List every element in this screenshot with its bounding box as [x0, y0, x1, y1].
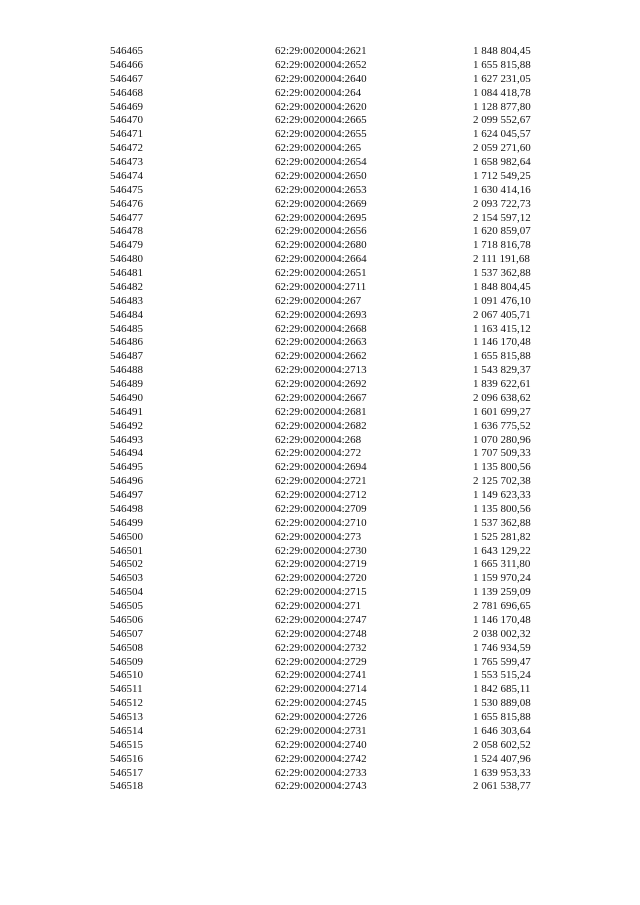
cadastral-value-table [0, 45, 640, 794]
table-row [0, 642, 640, 656]
cadastral-value: 2 154 597,12 [473, 211, 531, 224]
table-row [0, 739, 640, 753]
table-row [0, 295, 640, 309]
cadastral-number: 62:29:0020004:2712 [275, 489, 367, 501]
cadastral-number: 62:29:0020004:2741 [275, 669, 367, 682]
row-number: 546510 [110, 669, 143, 682]
cadastral-number: 62:29:0020004:272 [275, 447, 362, 460]
row-number: 546477 [110, 211, 143, 224]
row-number: 546514 [110, 724, 143, 737]
cadastral-value: 1 553 515,24 [473, 669, 531, 682]
cadastral-number: 62:29:0020004:2693 [275, 308, 367, 321]
table-row [0, 517, 640, 531]
table-row [0, 475, 640, 489]
row-number: 546479 [110, 239, 143, 252]
cadastral-number: 62:29:0020004:268 [275, 433, 362, 446]
row-number: 546480 [110, 253, 143, 266]
cadastral-value: 1 765 599,47 [473, 655, 531, 668]
cadastral-number: 62:29:0020004:265 [275, 142, 362, 155]
table-row [0, 586, 640, 600]
cadastral-value: 2 067 405,71 [473, 308, 531, 321]
row-number: 546496 [110, 475, 143, 488]
cadastral-number: 62:29:0020004:2655 [275, 128, 367, 141]
cadastral-number: 62:29:0020004:2653 [275, 183, 367, 196]
cadastral-value: 1 655 815,88 [473, 711, 531, 723]
cadastral-number: 62:29:0020004:2729 [275, 655, 367, 668]
cadastral-value: 1 746 934,59 [473, 641, 531, 654]
cadastral-number: 62:29:0020004:2695 [275, 211, 367, 224]
table-row [0, 87, 640, 101]
cadastral-number: 62:29:0020004:2720 [275, 572, 367, 585]
cadastral-number: 62:29:0020004:2743 [275, 780, 367, 793]
table-row [0, 669, 640, 683]
cadastral-value: 1 630 414,16 [473, 183, 531, 196]
cadastral-number: 62:29:0020004:2665 [275, 114, 367, 127]
cadastral-number: 62:29:0020004:2620 [275, 100, 367, 113]
row-number: 546495 [110, 461, 143, 474]
cadastral-value: 2 058 602,52 [473, 738, 531, 751]
row-number: 546518 [110, 780, 143, 793]
row-number: 546502 [110, 558, 143, 571]
cadastral-value: 1 655 815,88 [473, 350, 531, 363]
table-row [0, 73, 640, 87]
table-row [0, 309, 640, 323]
row-number: 546466 [110, 58, 143, 71]
row-number: 546468 [110, 86, 143, 99]
row-number: 546517 [110, 766, 143, 779]
row-number: 546505 [110, 600, 143, 612]
row-number: 546498 [110, 502, 143, 515]
cadastral-number: 62:29:0020004:2654 [275, 156, 367, 168]
table-row [0, 323, 640, 337]
cadastral-value: 1 646 303,64 [473, 724, 531, 737]
table-row [0, 767, 640, 781]
cadastral-number: 62:29:0020004:2711 [275, 280, 367, 293]
cadastral-value: 1 848 804,45 [473, 280, 531, 293]
table-row [0, 600, 640, 614]
cadastral-value: 1 707 509,33 [473, 447, 531, 460]
table-row [0, 239, 640, 253]
row-number: 546501 [110, 544, 143, 557]
cadastral-value: 1 655 815,88 [473, 58, 531, 71]
cadastral-value: 1 159 970,24 [473, 572, 531, 585]
row-number: 546508 [110, 641, 143, 654]
table-row [0, 434, 640, 448]
cadastral-value: 2 093 722,73 [473, 197, 531, 210]
table-row [0, 212, 640, 226]
cadastral-value: 1 149 623,33 [473, 489, 531, 501]
row-number: 546492 [110, 419, 143, 432]
cadastral-number: 62:29:0020004:2652 [275, 58, 367, 71]
cadastral-number: 62:29:0020004:2721 [275, 475, 367, 488]
table-row [0, 628, 640, 642]
table-row [0, 558, 640, 572]
cadastral-value: 1 084 418,78 [473, 86, 531, 99]
cadastral-value: 1 139 259,09 [473, 586, 531, 599]
row-number: 546469 [110, 100, 143, 113]
cadastral-value: 2 061 538,77 [473, 780, 531, 793]
cadastral-value: 2 096 638,62 [473, 391, 531, 404]
cadastral-number: 62:29:0020004:2669 [275, 197, 367, 210]
cadastral-number: 62:29:0020004:2680 [275, 239, 367, 252]
table-row [0, 420, 640, 434]
row-number: 546483 [110, 294, 143, 307]
cadastral-value: 1 537 362,88 [473, 516, 531, 529]
cadastral-number: 62:29:0020004:2662 [275, 350, 367, 363]
cadastral-number: 62:29:0020004:2740 [275, 738, 367, 751]
row-number: 546474 [110, 169, 143, 182]
cadastral-number: 62:29:0020004:2745 [275, 697, 367, 710]
table-row [0, 711, 640, 725]
row-number: 546511 [110, 683, 143, 696]
row-number: 546475 [110, 183, 143, 196]
table-row [0, 461, 640, 475]
row-number: 546503 [110, 572, 143, 585]
row-number: 546499 [110, 516, 143, 529]
table-row [0, 753, 640, 767]
row-number: 546467 [110, 72, 143, 85]
table-row [0, 656, 640, 670]
cadastral-value: 1 665 311,80 [473, 558, 531, 571]
row-number: 546470 [110, 114, 143, 127]
row-number: 546500 [110, 530, 143, 543]
cadastral-number: 62:29:0020004:2640 [275, 72, 367, 85]
row-number: 546493 [110, 433, 143, 446]
cadastral-value: 2 038 002,32 [473, 627, 531, 640]
cadastral-value: 2 781 696,65 [473, 600, 531, 612]
cadastral-value: 1 135 800,56 [473, 502, 531, 515]
table-row [0, 392, 640, 406]
cadastral-number: 62:29:0020004:271 [275, 600, 362, 612]
row-number: 546481 [110, 267, 143, 279]
cadastral-value: 2 099 552,67 [473, 114, 531, 127]
cadastral-value: 1 643 129,22 [473, 544, 531, 557]
row-number: 546491 [110, 405, 143, 418]
cadastral-number: 62:29:0020004:2731 [275, 724, 367, 737]
cadastral-value: 1 530 889,08 [473, 697, 531, 710]
table-row [0, 128, 640, 142]
row-number: 546494 [110, 447, 143, 460]
table-row [0, 503, 640, 517]
table-row [0, 142, 640, 156]
cadastral-value: 1 524 407,96 [473, 752, 531, 765]
row-number: 546465 [110, 45, 143, 57]
row-number: 546506 [110, 613, 143, 626]
row-number: 546486 [110, 336, 143, 349]
cadastral-value: 2 059 271,60 [473, 142, 531, 155]
table-row [0, 114, 640, 128]
row-number: 546482 [110, 280, 143, 293]
cadastral-number: 62:29:0020004:2715 [275, 586, 367, 599]
cadastral-value: 1 712 549,25 [473, 169, 531, 182]
cadastral-value: 1 848 804,45 [473, 45, 531, 57]
table-row [0, 59, 640, 73]
row-number: 546497 [110, 489, 143, 501]
table-row [0, 198, 640, 212]
cadastral-number: 62:29:0020004:2692 [275, 378, 367, 390]
cadastral-number: 62:29:0020004:264 [275, 86, 362, 99]
cadastral-number: 62:29:0020004:2710 [275, 516, 367, 529]
cadastral-number: 62:29:0020004:2713 [275, 364, 367, 377]
row-number: 546487 [110, 350, 143, 363]
cadastral-number: 62:29:0020004:273 [275, 530, 362, 543]
cadastral-value: 1 658 982,64 [473, 156, 531, 168]
cadastral-number: 62:29:0020004:2656 [275, 225, 367, 238]
row-number: 546473 [110, 156, 143, 168]
row-number: 546485 [110, 322, 143, 335]
row-number: 546507 [110, 627, 143, 640]
row-number: 546512 [110, 697, 143, 710]
cadastral-value: 1 525 281,82 [473, 530, 531, 543]
table-row [0, 447, 640, 461]
cadastral-number: 62:29:0020004:2681 [275, 405, 367, 418]
row-number: 546471 [110, 128, 143, 141]
table-row [0, 545, 640, 559]
row-number: 546488 [110, 364, 143, 377]
cadastral-value: 2 125 702,38 [473, 475, 531, 488]
cadastral-value: 1 627 231,05 [473, 72, 531, 85]
table-row [0, 683, 640, 697]
cadastral-value: 1 146 170,48 [473, 613, 531, 626]
cadastral-value: 1 842 685,11 [473, 683, 531, 696]
cadastral-value: 1 620 859,07 [473, 225, 531, 238]
cadastral-number: 62:29:0020004:2694 [275, 461, 367, 474]
cadastral-value: 1 543 829,37 [473, 364, 531, 377]
cadastral-value: 1 537 362,88 [473, 267, 531, 279]
table-row [0, 572, 640, 586]
table-row [0, 45, 640, 59]
cadastral-value: 1 091 476,10 [473, 294, 531, 307]
cadastral-number: 62:29:0020004:267 [275, 294, 362, 307]
cadastral-value: 1 639 953,33 [473, 766, 531, 779]
table-row [0, 350, 640, 364]
cadastral-number: 62:29:0020004:2651 [275, 267, 367, 279]
cadastral-value: 1 718 816,78 [473, 239, 531, 252]
table-row [0, 531, 640, 545]
cadastral-number: 62:29:0020004:2668 [275, 322, 367, 335]
cadastral-value: 1 839 622,61 [473, 378, 531, 390]
table-row [0, 267, 640, 281]
cadastral-value: 1 135 800,56 [473, 461, 531, 474]
row-number: 546472 [110, 142, 143, 155]
table-row [0, 156, 640, 170]
cadastral-number: 62:29:0020004:2742 [275, 752, 367, 765]
cadastral-number: 62:29:0020004:2650 [275, 169, 367, 182]
cadastral-number: 62:29:0020004:2667 [275, 391, 367, 404]
table-row [0, 281, 640, 295]
cadastral-number: 62:29:0020004:2714 [275, 683, 367, 696]
cadastral-number: 62:29:0020004:2726 [275, 711, 367, 723]
table-row [0, 225, 640, 239]
cadastral-value: 1 128 877,80 [473, 100, 531, 113]
table-row [0, 170, 640, 184]
table-row [0, 614, 640, 628]
cadastral-value: 1 601 699,27 [473, 405, 531, 418]
table-row [0, 725, 640, 739]
cadastral-value: 1 070 280,96 [473, 433, 531, 446]
cadastral-number: 62:29:0020004:2719 [275, 558, 367, 571]
row-number: 546484 [110, 308, 143, 321]
row-number: 546504 [110, 586, 143, 599]
table-row [0, 489, 640, 503]
row-number: 546516 [110, 752, 143, 765]
cadastral-number: 62:29:0020004:2733 [275, 766, 367, 779]
cadastral-number: 62:29:0020004:2682 [275, 419, 367, 432]
table-row [0, 184, 640, 198]
cadastral-value: 1 636 775,52 [473, 419, 531, 432]
table-row [0, 364, 640, 378]
cadastral-number: 62:29:0020004:2748 [275, 627, 367, 640]
table-row [0, 697, 640, 711]
cadastral-value: 1 163 415,12 [473, 322, 531, 335]
cadastral-number: 62:29:0020004:2730 [275, 544, 367, 557]
cadastral-number: 62:29:0020004:2621 [275, 45, 367, 57]
cadastral-value: 1 146 170,48 [473, 336, 531, 349]
cadastral-number: 62:29:0020004:2663 [275, 336, 367, 349]
row-number: 546490 [110, 391, 143, 404]
row-number: 546513 [110, 711, 143, 723]
cadastral-number: 62:29:0020004:2664 [275, 253, 367, 266]
cadastral-number: 62:29:0020004:2709 [275, 502, 367, 515]
table-row [0, 406, 640, 420]
row-number: 546489 [110, 378, 143, 390]
table-row [0, 336, 640, 350]
cadastral-value: 1 624 045,57 [473, 128, 531, 141]
table-row [0, 378, 640, 392]
cadastral-number: 62:29:0020004:2732 [275, 641, 367, 654]
cadastral-value: 2 111 191,68 [473, 253, 530, 266]
cadastral-number: 62:29:0020004:2747 [275, 613, 367, 626]
row-number: 546509 [110, 655, 143, 668]
row-number: 546476 [110, 197, 143, 210]
table-row [0, 101, 640, 115]
row-number: 546515 [110, 738, 143, 751]
table-row [0, 780, 640, 794]
row-number: 546478 [110, 225, 143, 238]
table-row [0, 253, 640, 267]
